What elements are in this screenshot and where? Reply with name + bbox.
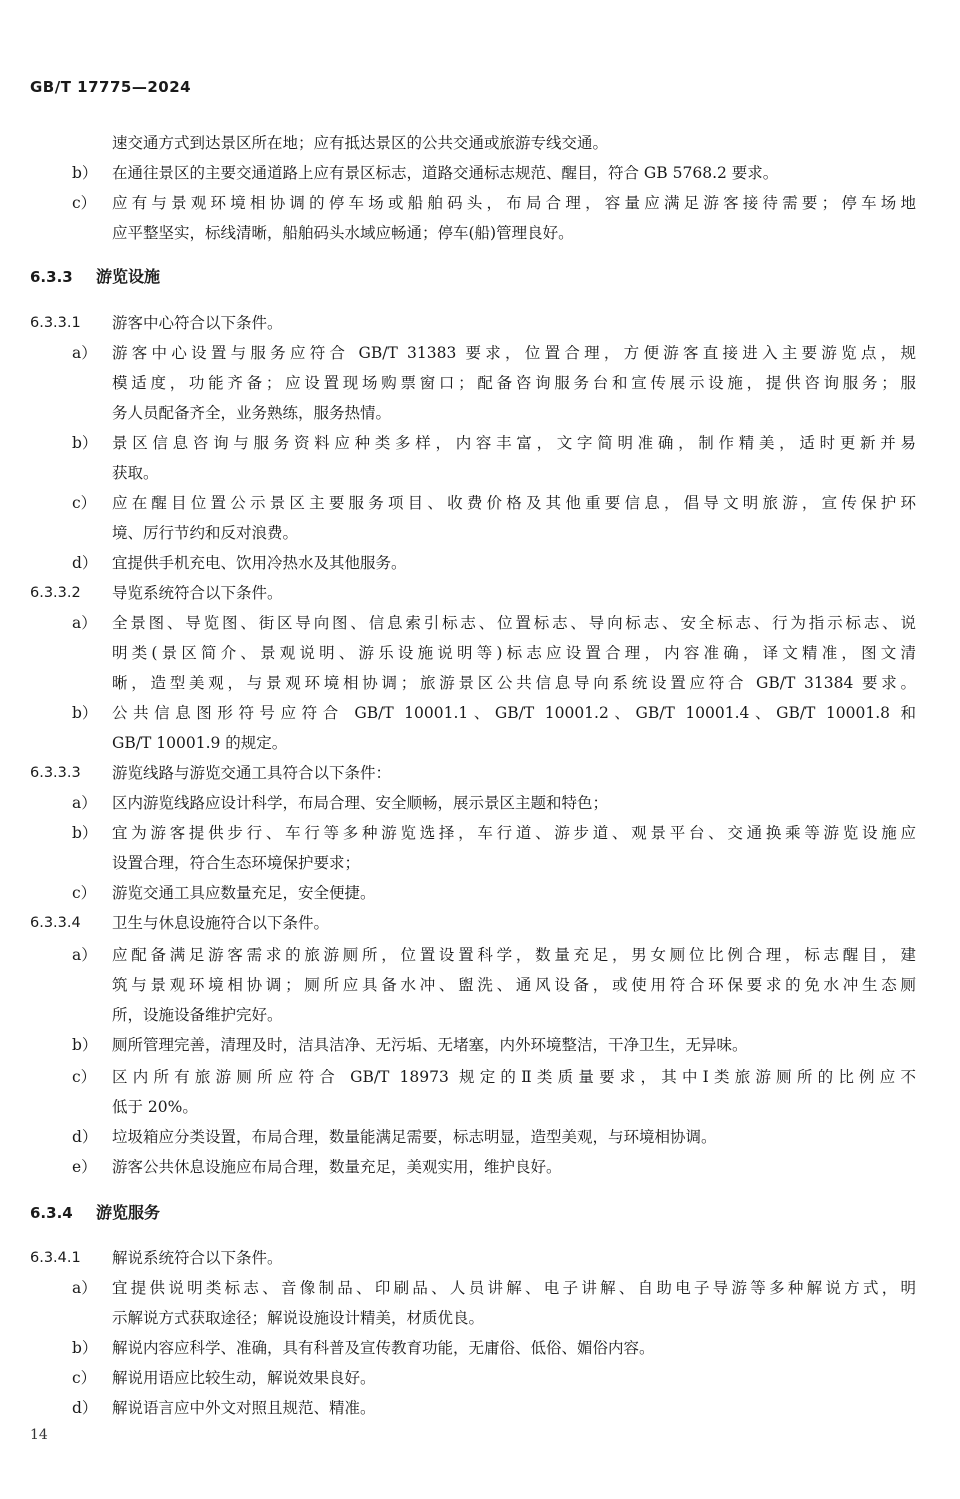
section-title: 游览设施: [96, 267, 161, 286]
item-text: 务人员配备齐全，业务熟练，服务热情。: [112, 404, 392, 422]
item-text: 速交通方式到达景区所在地；应有抵达景区的公共交通或旅游专线交通。: [112, 134, 609, 152]
item-text: 垃圾箱应分类设置，布局合理，数量能满足需要，标志明显，造型美观，与环境相协调。: [112, 1128, 717, 1146]
item-text: 明类(景区简介、景观说明、游乐设施说明等)标志应设置合理，内容准确，译文精准，图文清: [112, 644, 916, 662]
item-text: GB/T 10001.9 的规定。: [112, 734, 288, 752]
section-heading: [0, 262, 960, 292]
continuation-line: [0, 668, 960, 698]
list-marker: a）: [72, 794, 97, 812]
list-marker: d）: [72, 1128, 98, 1146]
list-item: [0, 1122, 960, 1152]
list-marker: a）: [72, 344, 97, 362]
list-item: [0, 878, 960, 908]
item-text: 在通往景区的主要交通道路上应有景区标志，道路交通标志规范、醒目，符合 GB 5768.2 要求。: [112, 164, 779, 182]
continuation-line: [0, 638, 960, 668]
list-marker: a）: [72, 614, 97, 632]
list-marker: e）: [72, 1158, 97, 1176]
list-item: [0, 698, 960, 728]
clause-line: [0, 308, 960, 338]
clause-number: 6.3.4.1: [30, 1250, 81, 1266]
continuation-line: [0, 728, 960, 758]
continuation-line: [0, 1000, 960, 1030]
list-marker: a）: [72, 1279, 97, 1297]
continuation-line: [0, 398, 960, 428]
list-item: [0, 548, 960, 578]
list-marker: b）: [72, 164, 98, 182]
list-marker: c）: [72, 194, 97, 212]
list-item: [0, 188, 960, 218]
list-marker: b）: [72, 1036, 98, 1054]
list-item: [0, 608, 960, 638]
list-marker: c）: [72, 884, 97, 902]
continuation-line: [0, 128, 960, 158]
clause-text: 游客中心符合以下条件。: [112, 314, 283, 332]
list-marker: c）: [72, 1369, 97, 1387]
list-item: [0, 1062, 960, 1092]
item-text: 区内游览线路应设计科学，布局合理、安全顺畅，展示景区主题和特色；: [112, 794, 609, 812]
item-text: 游客公共休息设施应布局合理，数量充足，美观实用，维护良好。: [112, 1158, 562, 1176]
list-marker: b）: [72, 1339, 98, 1357]
clause-text: 游览线路与游览交通工具符合以下条件：: [112, 764, 392, 782]
clause-number: 6.3.3.3: [30, 765, 81, 781]
continuation-line: [0, 1303, 960, 1333]
list-item: [0, 338, 960, 368]
item-text: 示解说方式获取途径；解说设施设计精美，材质优良。: [112, 1309, 485, 1327]
section-heading: [0, 1198, 960, 1228]
clause-text: 解说系统符合以下条件。: [112, 1249, 283, 1267]
list-marker: d）: [72, 554, 98, 572]
list-marker: c）: [72, 1068, 97, 1086]
continuation-line: [0, 848, 960, 878]
list-item: [0, 818, 960, 848]
section-title: 游览服务: [96, 1203, 161, 1222]
item-text: 解说用语应比较生动，解说效果良好。: [112, 1369, 376, 1387]
item-text: 宜提供说明类标志、音像制品、印刷品、人员讲解、电子讲解、自助电子导游等多种解说方式，明: [112, 1279, 916, 1297]
continuation-line: [0, 458, 960, 488]
list-item: [0, 158, 960, 188]
item-text: 解说内容应科学、准确，具有科普及宣传教育功能，无庸俗、低俗、媚俗内容。: [112, 1339, 655, 1357]
continuation-line: [0, 368, 960, 398]
item-text: 所，设施设备维护完好。: [112, 1006, 283, 1024]
item-text: 应平整坚实，标线清晰，船舶码头水域应畅通；停车(船)管理良好。: [112, 224, 574, 242]
item-text: 应配备满足游客需求的旅游厕所，位置设置科学，数量充足，男女厕位比例合理，标志醒目，建: [112, 946, 916, 964]
item-text: 厕所管理完善，清理及时，洁具洁净、无污垢、无堵塞，内外环境整洁，干净卫生，无异味。: [112, 1036, 748, 1054]
list-item: [0, 940, 960, 970]
list-marker: b）: [72, 824, 98, 842]
list-item: [0, 1363, 960, 1393]
list-item: [0, 488, 960, 518]
item-text: 宜提供手机充电、饮用冷热水及其他服务。: [112, 554, 407, 572]
continuation-line: [0, 518, 960, 548]
clause-line: [0, 578, 960, 608]
item-text: 公共信息图形符号应符合 GB/T 10001.1、GB/T 10001.2、GB/T 10001.4、GB/T 10001.8 和: [112, 704, 916, 722]
continuation-line: [0, 218, 960, 248]
clause-text: 卫生与休息设施符合以下条件。: [112, 914, 330, 932]
clause-line: [0, 1243, 960, 1273]
item-text: 应有与景观环境相协调的停车场或船舶码头，布局合理，容量应满足游客接待需要；停车场地: [112, 194, 916, 212]
standard-header: GB/T 17775—2024: [30, 78, 192, 96]
list-item: [0, 428, 960, 458]
list-marker: b）: [72, 434, 98, 452]
list-marker: c）: [72, 494, 97, 512]
item-text: 设置合理，符合生态环境保护要求；: [112, 854, 361, 872]
item-text: 全景图、导览图、街区导向图、信息索引标志、位置标志、导向标志、安全标志、行为指示标志、说: [112, 614, 916, 632]
clause-number: 6.3.3.1: [30, 315, 81, 331]
list-item: [0, 1393, 960, 1423]
section-number: 6.3.4: [30, 1204, 73, 1222]
list-item: [0, 1273, 960, 1303]
item-text: 低于 20%。: [112, 1098, 198, 1116]
list-marker: a）: [72, 946, 97, 964]
clause-line: [0, 908, 960, 938]
item-text: 应在醒目位置公示景区主要服务项目、收费价格及其他重要信息，倡导文明旅游，宣传保护环: [112, 494, 916, 512]
list-item: [0, 1152, 960, 1182]
list-item: [0, 1030, 960, 1060]
section-number: 6.3.3: [30, 268, 73, 286]
clause-number: 6.3.3.2: [30, 585, 81, 601]
continuation-line: [0, 970, 960, 1000]
continuation-line: [0, 1092, 960, 1122]
item-text: 获取。: [112, 464, 159, 482]
list-item: [0, 1333, 960, 1363]
item-text: 景区信息咨询与服务资料应种类多样，内容丰富，文字简明准确，制作精美，适时更新并易: [112, 434, 916, 452]
item-text: 游客中心设置与服务应符合 GB/T 31383 要求，位置合理，方便游客直接进入主要游览点，规: [112, 344, 916, 362]
list-marker: d）: [72, 1399, 98, 1417]
list-item: [0, 788, 960, 818]
item-text: 模适度，功能齐备；应设置现场购票窗口；配备咨询服务台和宣传展示设施，提供咨询服务；服: [112, 374, 916, 392]
item-text: 境、厉行节约和反对浪费。: [112, 524, 299, 542]
page-number: 14: [30, 1427, 48, 1443]
list-marker: b）: [72, 704, 98, 722]
clause-text: 导览系统符合以下条件。: [112, 584, 283, 602]
clause-line: [0, 758, 960, 788]
item-text: 宜为游客提供步行、车行等多种游览选择，车行道、游步道、观景平台、交通换乘等游览设施应: [112, 824, 916, 842]
item-text: 区内所有旅游厕所应符合 GB/T 18973 规定的Ⅱ类质量要求，其中Ⅰ类旅游厕所的比例应不: [112, 1068, 916, 1086]
item-text: 筑与景观环境相协调；厕所应具备水冲、盥洗、通风设备，或使用符合环保要求的免水冲生态厕: [112, 976, 916, 994]
item-text: 游览交通工具应数量充足，安全便捷。: [112, 884, 376, 902]
clause-number: 6.3.3.4: [30, 915, 81, 931]
item-text: 解说语言应中外文对照且规范、精准。: [112, 1399, 376, 1417]
item-text: 晰，造型美观，与景观环境相协调；旅游景区公共信息导向系统设置应符合 GB/T 31384 要求。: [112, 674, 916, 692]
